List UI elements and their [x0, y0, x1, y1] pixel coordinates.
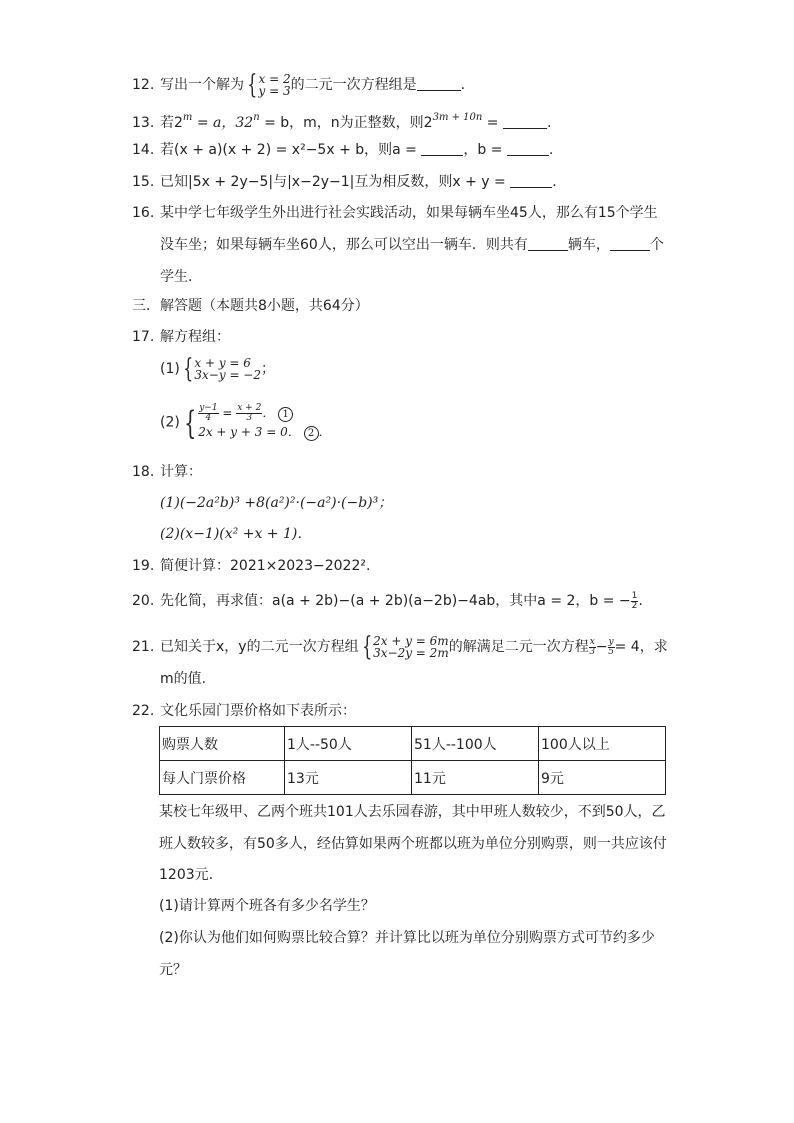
question-text: 写出一个解为 — [160, 77, 244, 93]
equation-1: 2x + y = 6m — [373, 634, 449, 648]
question-18 — [132, 462, 202, 482]
question-number: 12. — [132, 77, 155, 93]
question-text: 先化简，再求值：a(a + 2b)−(a + 2b)(a−2b)−4ab，其中a = 2，b = − — [160, 593, 631, 609]
question-12 — [132, 72, 465, 98]
table-cell: 9元 — [539, 761, 666, 795]
section-heading: 三．解答题（本题共8小题，共64分） — [132, 298, 369, 314]
part-end: ； — [261, 361, 275, 377]
question-18-part-2: (2)(x−1)(x² +x + 1)． — [160, 526, 312, 542]
question-text: 学生． — [160, 269, 202, 285]
question-16 — [132, 203, 658, 223]
fraction — [589, 638, 596, 657]
table-cell: 购票人数 — [160, 727, 285, 761]
equation-system — [259, 73, 291, 97]
table-cell: 11元 — [412, 761, 539, 795]
part-label: (2) — [160, 414, 180, 431]
question-number: 16. — [132, 205, 155, 221]
question-number: 21. — [132, 639, 155, 655]
question-text: = — [482, 115, 503, 131]
table-cell: 100人以上 — [539, 727, 666, 761]
question-number: 20. — [132, 593, 155, 609]
fraction — [236, 404, 262, 423]
question-text: 简便计算：2021×2023−2022². — [160, 558, 371, 574]
answer-blank-a — [421, 141, 463, 156]
question-end: . — [548, 142, 554, 158]
denominator: 5 — [608, 646, 614, 657]
question-text: 的解满足二元一次方程 — [448, 639, 589, 655]
question-text: 已知关于x，y的二元一次方程组 — [160, 639, 359, 655]
question-number: 14. — [132, 142, 155, 158]
equation-2: 3x−y = −2 — [194, 368, 261, 382]
equation-system — [198, 404, 330, 441]
exponent: m — [182, 112, 193, 123]
sub-question-1: (1)请计算两个班各有多少名学生？ — [159, 898, 375, 914]
question-17-part-2 — [160, 404, 331, 441]
question-text: 若(x + a)(x + 2) = x²−5x + b，则a = — [160, 142, 422, 158]
question-17-part-1 — [160, 356, 275, 382]
exponent: 3m + 10n — [432, 112, 483, 123]
answer-blank — [510, 173, 552, 188]
table-row — [160, 727, 666, 761]
paragraph-line: 1203元. — [159, 867, 214, 883]
question-text: 已知|5x + 2y−5|与|x−2y−1|互为相反数，则x + y = — [160, 174, 511, 190]
numerator: x + 2 — [237, 403, 262, 413]
table-row — [160, 761, 666, 795]
equation-text: 2x + y + 3 = 0． — [198, 425, 300, 439]
question-number: 22. — [132, 703, 155, 719]
equation-system — [373, 635, 449, 659]
part-end: ． — [318, 425, 331, 439]
table-cell: 51人--100人 — [412, 727, 539, 761]
numerator: 1 — [631, 590, 638, 601]
question-text: 若2 — [160, 115, 183, 131]
denominator: 3 — [589, 646, 596, 657]
equation-2 — [198, 426, 330, 441]
answer-blank — [417, 76, 461, 91]
question-end: . — [546, 115, 552, 131]
question-19 — [132, 556, 370, 576]
numerator: x — [589, 636, 595, 647]
equals-sign: = — [218, 406, 237, 420]
question-21-line-2: m的值. — [160, 671, 207, 687]
question-18-part-1: (1)(−2a²b)³ +8(a²)²·(−a²)·(−b)³； — [160, 495, 393, 511]
table-cell: 1人--50人 — [285, 727, 412, 761]
question-16-line-2 — [160, 235, 664, 255]
question-number: 19. — [132, 558, 155, 574]
table-cell: 13元 — [285, 761, 412, 795]
equation-2: 3x−2y = 2m — [373, 646, 449, 660]
brace: { — [183, 354, 194, 384]
question-text: 计算： — [160, 464, 202, 480]
paragraph-line: 某校七年级甲、乙两个班共101人去乐园春游，其中甲班人数较少，不到50人，乙 — [159, 804, 666, 820]
question-15 — [132, 172, 557, 192]
question-number: 17. — [132, 329, 155, 345]
question-text: ，b = — [463, 142, 507, 158]
minus-sign: − — [595, 639, 608, 655]
answer-blank-students — [610, 236, 650, 251]
answer-blank-cars — [528, 236, 568, 251]
part-label: (1) — [160, 361, 180, 377]
question-20 — [132, 591, 643, 611]
price-table — [159, 726, 666, 795]
answer-blank-b — [507, 141, 549, 156]
question-21 — [132, 634, 668, 660]
question-text: 文化乐园门票价格如下表所示： — [160, 703, 356, 719]
question-number: 18. — [132, 464, 155, 480]
equation-1: x = 2 — [258, 72, 291, 86]
sub-question-2-line-2: 元？ — [159, 962, 187, 978]
question-number: 15. — [132, 174, 155, 190]
denominator: 2 — [631, 600, 638, 611]
question-text: 辆车， — [567, 237, 610, 253]
question-text: = a，32 — [192, 115, 254, 131]
question-text: 的二元一次方程组是 — [290, 77, 417, 93]
equation-2: y = 3 — [258, 84, 291, 98]
question-text: 某中学七年级学生外出进行社会实践活动，如果每辆车坐45人，那么有15个学生 — [160, 205, 658, 221]
equation-system — [194, 357, 261, 381]
question-end: . — [638, 593, 643, 609]
paragraph-line: 班人数较多，有50多人，经估算如果两个班都以班为单位分别购票，则一共应该付 — [159, 836, 667, 852]
sub-question-2: (2)你认为他们如何购票比较合算？并计算比以班为单位分别购票方式可节约多少 — [159, 930, 655, 946]
question-text: 解方程组： — [160, 329, 230, 345]
fraction — [608, 638, 615, 657]
question-number: 13. — [132, 115, 155, 131]
exponent: n — [253, 112, 260, 123]
question-13 — [132, 108, 551, 133]
fraction — [198, 404, 218, 423]
punctuation: ． — [262, 406, 275, 420]
circled-number: 2 — [304, 426, 319, 441]
numerator: y−1 — [199, 403, 218, 413]
question-end: . — [552, 174, 557, 190]
question-text: = 4，求 — [614, 639, 668, 655]
denominator: 4 — [205, 413, 212, 423]
table-cell: 每人门票价格 — [160, 761, 285, 795]
denominator: 3 — [246, 413, 253, 423]
brace: { — [361, 632, 372, 662]
numerator: y — [608, 636, 614, 647]
question-text: = b，m，n为正整数，则2 — [259, 115, 433, 131]
question-22 — [132, 701, 356, 721]
question-text: 没车坐；如果每辆车坐60人，那么可以空出一辆车．则共有 — [160, 237, 528, 253]
brace: { — [183, 403, 197, 442]
equation-1: x + y = 6 — [194, 356, 251, 370]
answer-blank — [503, 114, 547, 129]
circled-number: 1 — [278, 407, 293, 422]
question-end: . — [460, 77, 466, 93]
question-text: 个 — [649, 237, 664, 253]
question-16-line-3 — [160, 267, 202, 287]
brace: { — [247, 70, 258, 100]
question-14 — [132, 140, 553, 160]
question-17 — [132, 327, 230, 347]
equation-1 — [198, 404, 330, 423]
